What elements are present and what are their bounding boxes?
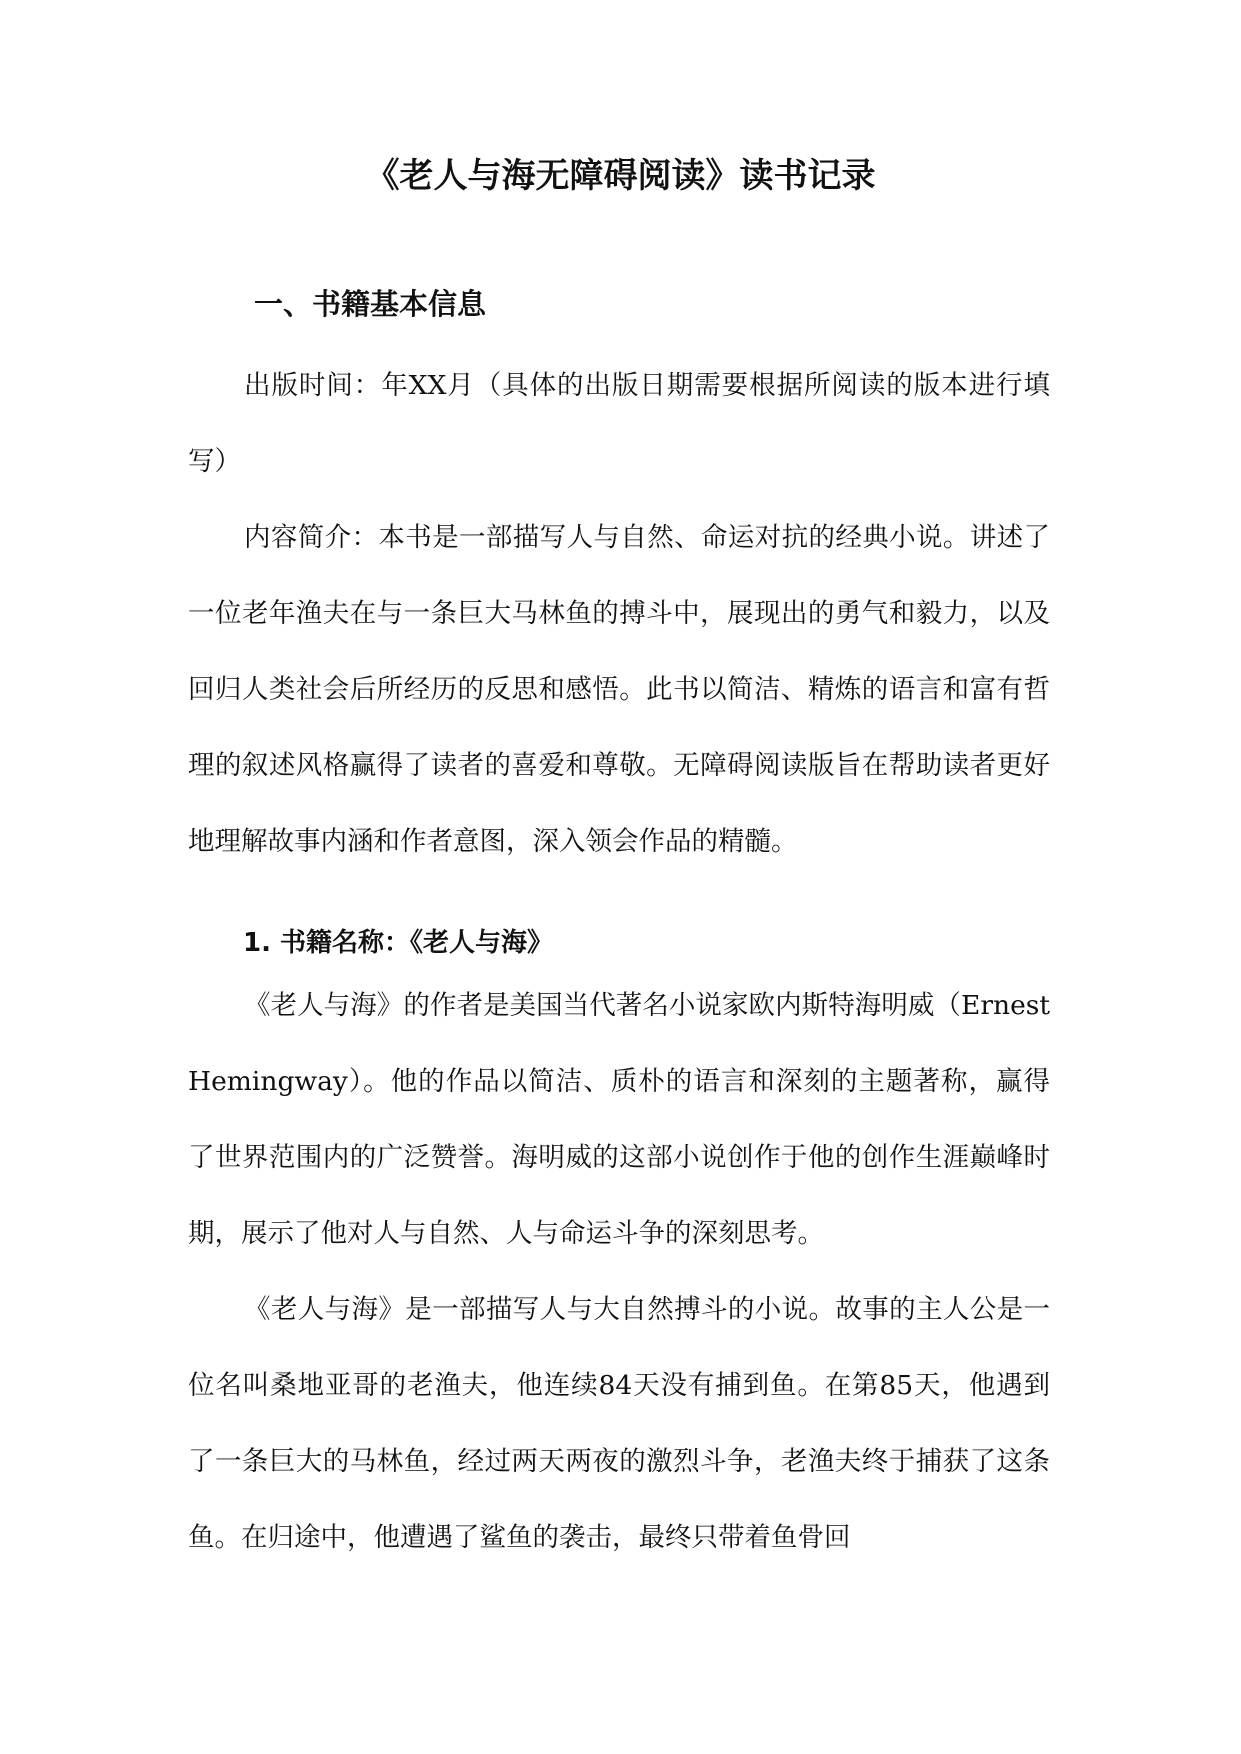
subsection-heading-book-name: 1. 书籍名称：《老人与海》: [243, 928, 554, 958]
document-title: 《老人与海无障碍阅读》读书记录: [365, 156, 876, 196]
publish-time-paragraph: 出版时间：年XX月（具体的出版日期需要根据所阅读的版本进行填写）: [188, 370, 1050, 477]
section-heading-basic-info: 一、书籍基本信息: [254, 287, 487, 321]
author-paragraph: 《老人与海》的作者是美国当代著名小说家欧内斯特海明威（Ernest Hemingway）。他的作品以简洁、质朴的语言和深刻的主题著称，赢得了世界范围内的广泛赞誉。海明威的这部小说创作于他的创作生涯巅峰时期，展示了他对人与自然、人与命运斗争的深刻思考。: [188, 990, 1050, 1249]
summary-paragraph: 内容简介：本书是一部描写人与自然、命运对抗的经典小说。讲述了一位老年渔夫在与一条巨大马林鱼的搏斗中，展现出的勇气和毅力，以及回归人类社会后所经历的反思和感悟。此书以简洁、精炼的语言和富有哲理的叙述风格赢得了读者的喜爱和尊敬。无障碍阅读版旨在帮助读者更好地理解故事内涵和作者意图，深入领会作品的精髓。: [188, 522, 1050, 857]
plot-paragraph: 《老人与海》是一部描写人与大自然搏斗的小说。故事的主人公是一位名叫桑地亚哥的老渔夫，他连续84天没有捕到鱼。在第85天，他遇到了一条巨大的马林鱼，经过两天两夜的激烈斗争，老渔夫终于捕获了这条鱼。在归途中，他遭遇了鲨鱼的袭击，最终只带着鱼骨回: [188, 1294, 1050, 1553]
